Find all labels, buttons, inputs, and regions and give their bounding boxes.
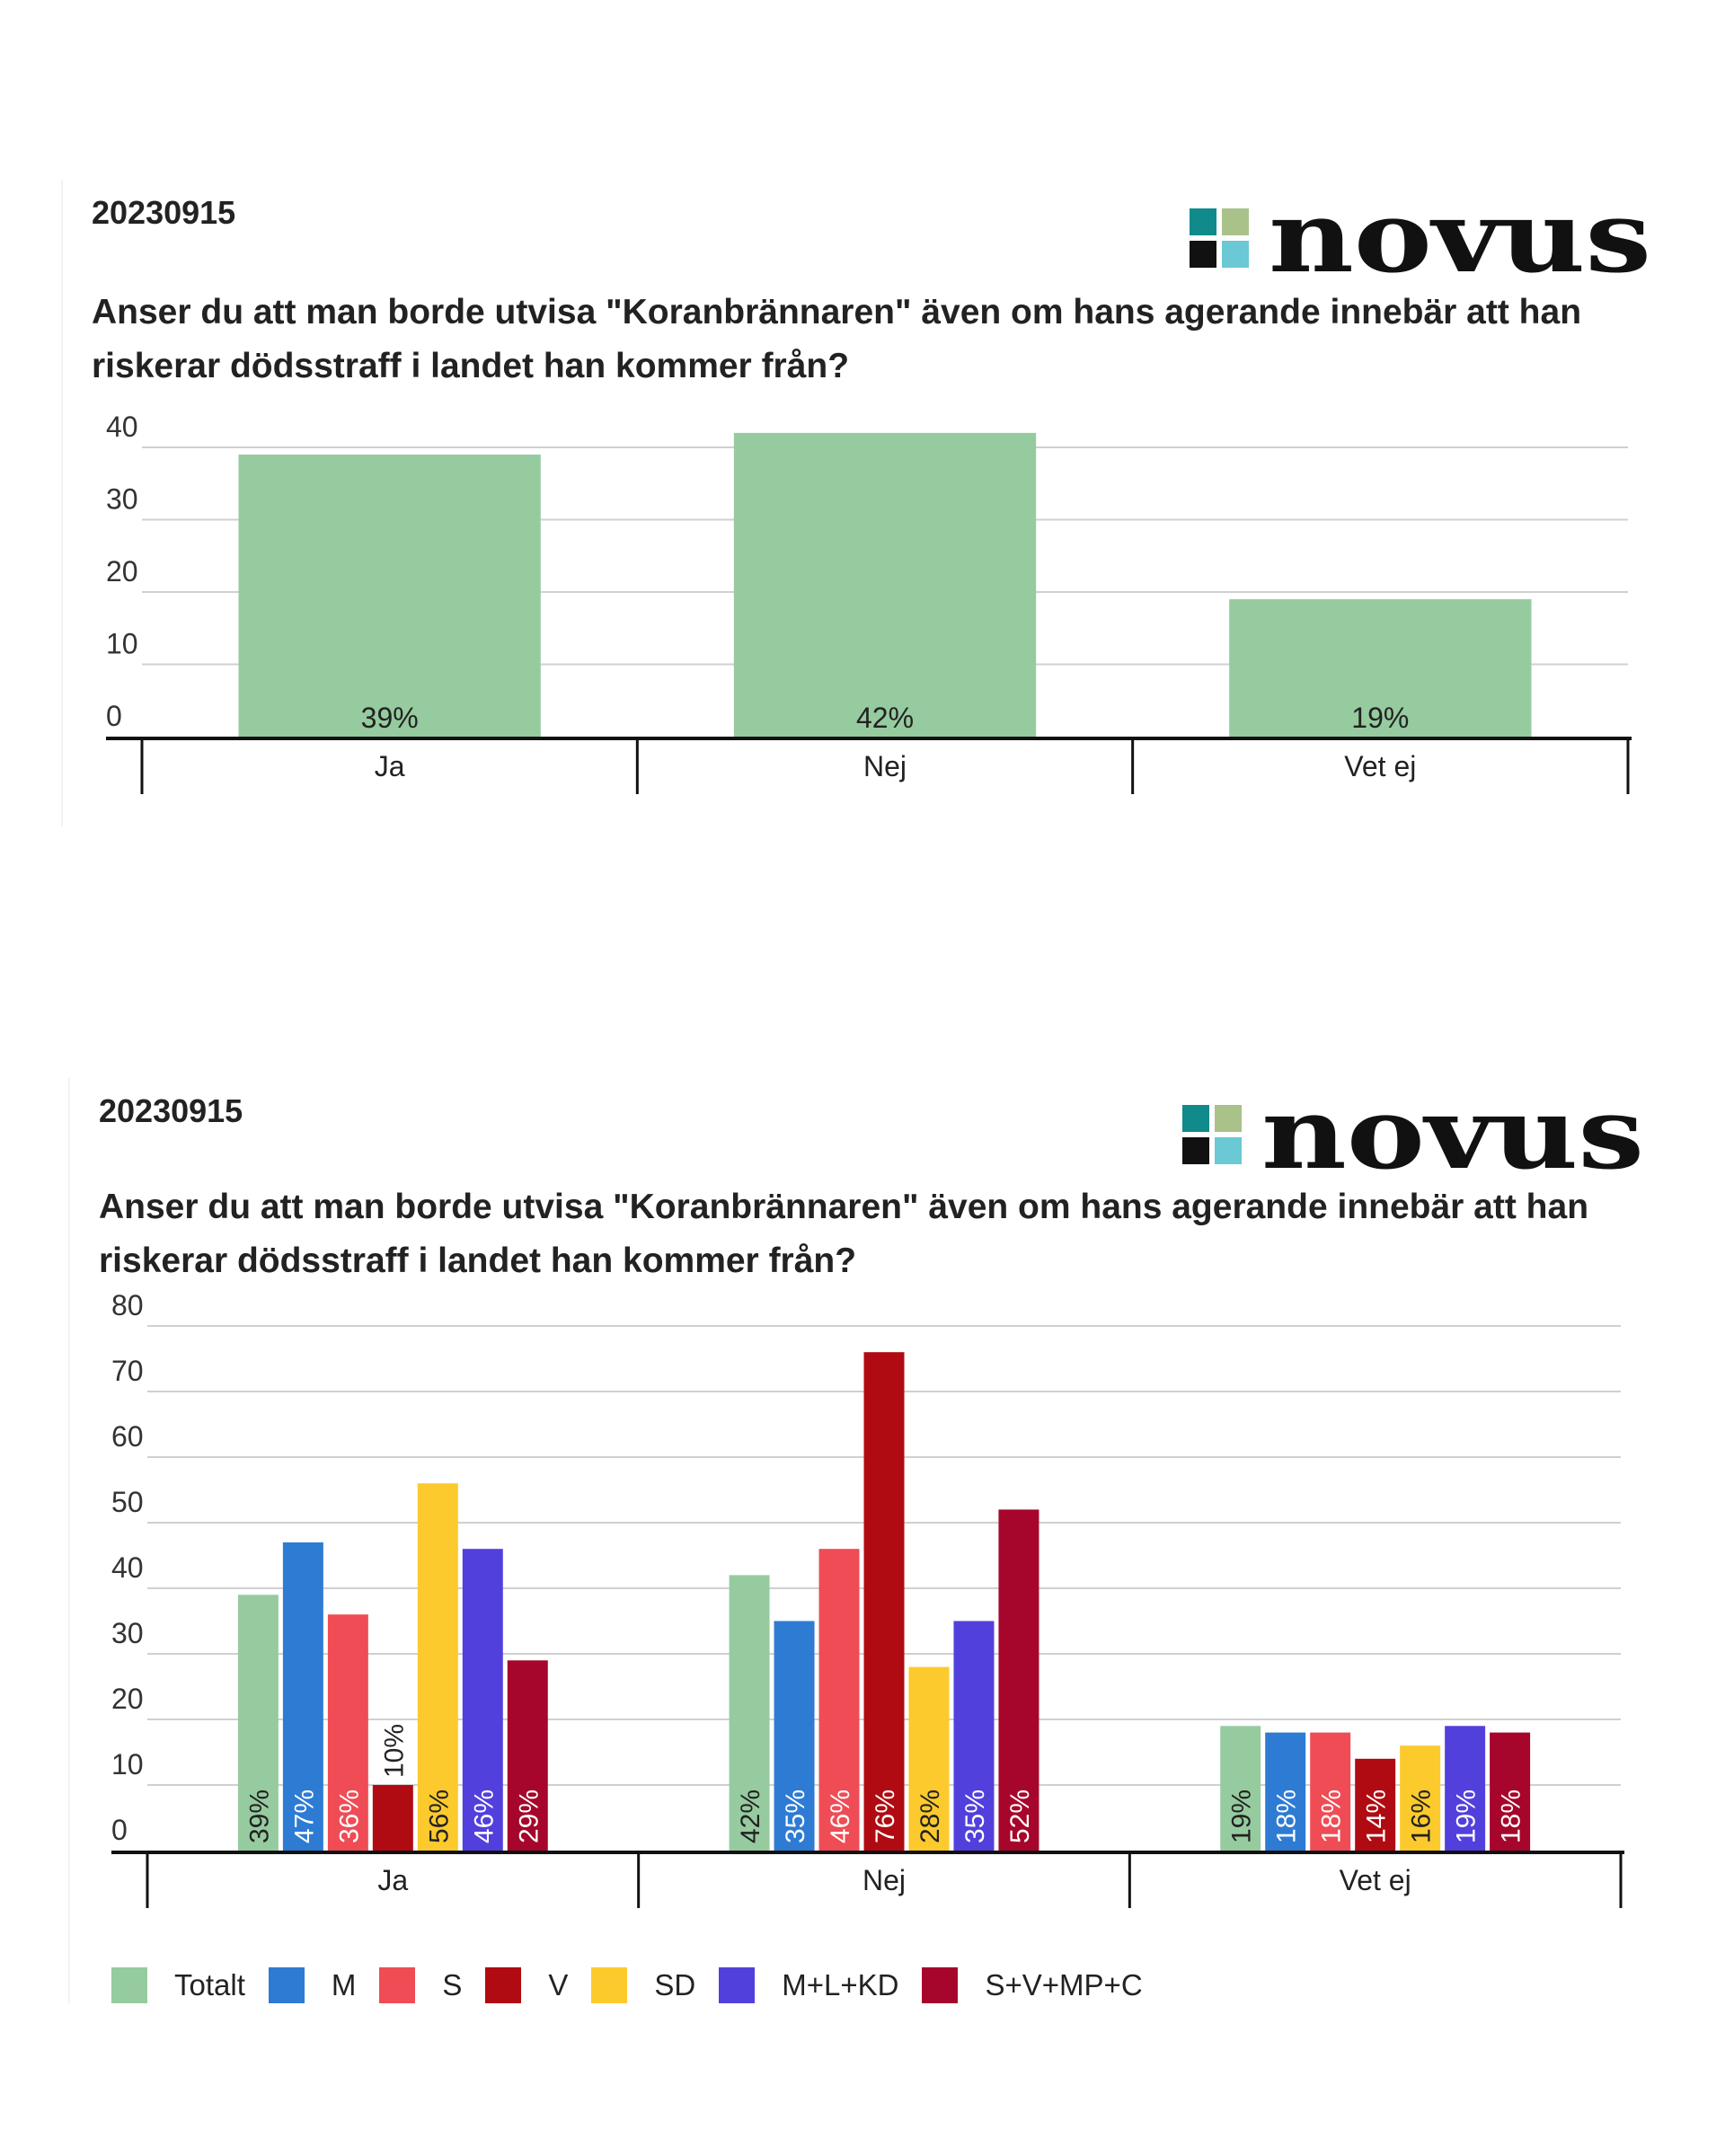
y-tick-label: 40 (111, 1551, 144, 1584)
bar-value-label: 18% (1316, 1789, 1347, 1843)
bar-value-label: 28% (915, 1789, 945, 1843)
legend-swatch (922, 1967, 958, 2003)
bar-value-label: 35% (781, 1789, 811, 1843)
y-tick-label: 10 (111, 1748, 144, 1780)
bar-value-label: 18% (1271, 1789, 1302, 1843)
bar-value-label: 39% (360, 702, 419, 734)
legend-swatch (719, 1967, 755, 2003)
x-category-label: Nej (862, 1864, 907, 1896)
legend-label: S+V+MP+C (985, 1968, 1143, 2001)
y-tick-label: 30 (111, 1617, 144, 1649)
legend-item (269, 1967, 357, 2003)
legend-swatch (379, 1967, 415, 2003)
bar-value-label: 56% (424, 1789, 455, 1843)
y-tick-label: 30 (106, 482, 138, 516)
legend-label: M (331, 1968, 357, 2001)
bar-value-label: 16% (1406, 1789, 1437, 1843)
bar-value-label: 42% (855, 702, 915, 734)
y-tick-label: 0 (111, 1814, 128, 1846)
bar-value-label: 76% (871, 1789, 900, 1843)
y-tick-label: 20 (111, 1683, 144, 1715)
legend-item (922, 1967, 1142, 2003)
legend-label: SD (654, 1968, 696, 2001)
bar-value-label: 18% (1496, 1789, 1526, 1843)
x-category-label: Ja (377, 1864, 409, 1896)
y-tick-label: 10 (106, 627, 138, 660)
legend-item (111, 1967, 245, 2003)
y-tick-label: 40 (106, 411, 138, 443)
legend-item (485, 1967, 568, 2003)
bar-value-label: 39% (244, 1789, 275, 1843)
bar-value-label: 46% (469, 1789, 500, 1843)
legend-item (719, 1967, 898, 2003)
question-text: Anser du att man borde utvisa "Koranbrännaren" även om hans agerande innebär att han riskerar dödsstraff i landet han kommer från? (92, 293, 1582, 385)
question-text: Anser du att man borde utvisa "Koranbrännaren" även om hans agerande innebär att han riskerar dödsstraff i landet han kommer från? (99, 1188, 1589, 1280)
legend-swatch (485, 1967, 521, 2003)
novus-logo-text: novus (1269, 198, 1651, 287)
bar-value-label: 46% (826, 1789, 856, 1843)
bar-value-label: 19% (1451, 1789, 1482, 1843)
x-category-label: Ja (374, 750, 405, 782)
bar (239, 455, 541, 737)
bar-value-label: 14% (1361, 1789, 1392, 1843)
bar (373, 1785, 413, 1851)
legend-label: S (442, 1968, 463, 2001)
y-tick-label: 80 (111, 1289, 144, 1321)
legend-label: V (548, 1968, 569, 2001)
bar-value-label: 52% (1004, 1789, 1035, 1843)
y-tick-label: 70 (111, 1355, 144, 1387)
legend-item (591, 1967, 695, 2003)
legend-label: Totalt (174, 1968, 245, 2001)
bar-value-label: 36% (334, 1789, 365, 1843)
bar-value-label: 29% (514, 1789, 544, 1843)
y-tick-label: 0 (106, 700, 122, 732)
legend-swatch (591, 1967, 627, 2003)
legend-item (379, 1967, 462, 2003)
survey-date: 20230915 (99, 1092, 243, 1129)
bar (864, 1352, 905, 1851)
y-tick-label: 20 (106, 555, 138, 588)
x-category-label: Vet ej (1339, 1864, 1411, 1896)
bar-value-label: 47% (289, 1789, 320, 1843)
bar (734, 433, 1036, 737)
x-category-label: Nej (862, 750, 907, 782)
chart-2-legend (111, 1967, 1166, 2003)
novus-logo-text: novus (1261, 1094, 1644, 1184)
bar-value-label: 42% (736, 1789, 766, 1843)
legend-swatch (269, 1967, 305, 2003)
y-tick-label: 50 (111, 1486, 144, 1518)
x-category-label: Vet ej (1344, 750, 1417, 782)
bar-value-label: 19% (1226, 1789, 1257, 1843)
bar-value-label: 19% (1351, 702, 1410, 734)
legend-label: M+L+KD (782, 1968, 899, 2001)
y-tick-label: 60 (111, 1420, 144, 1453)
legend-swatch (111, 1967, 147, 2003)
bar-value-label: 10% (379, 1723, 410, 1778)
bar-value-label: 35% (960, 1789, 990, 1843)
survey-date: 20230915 (92, 194, 236, 231)
